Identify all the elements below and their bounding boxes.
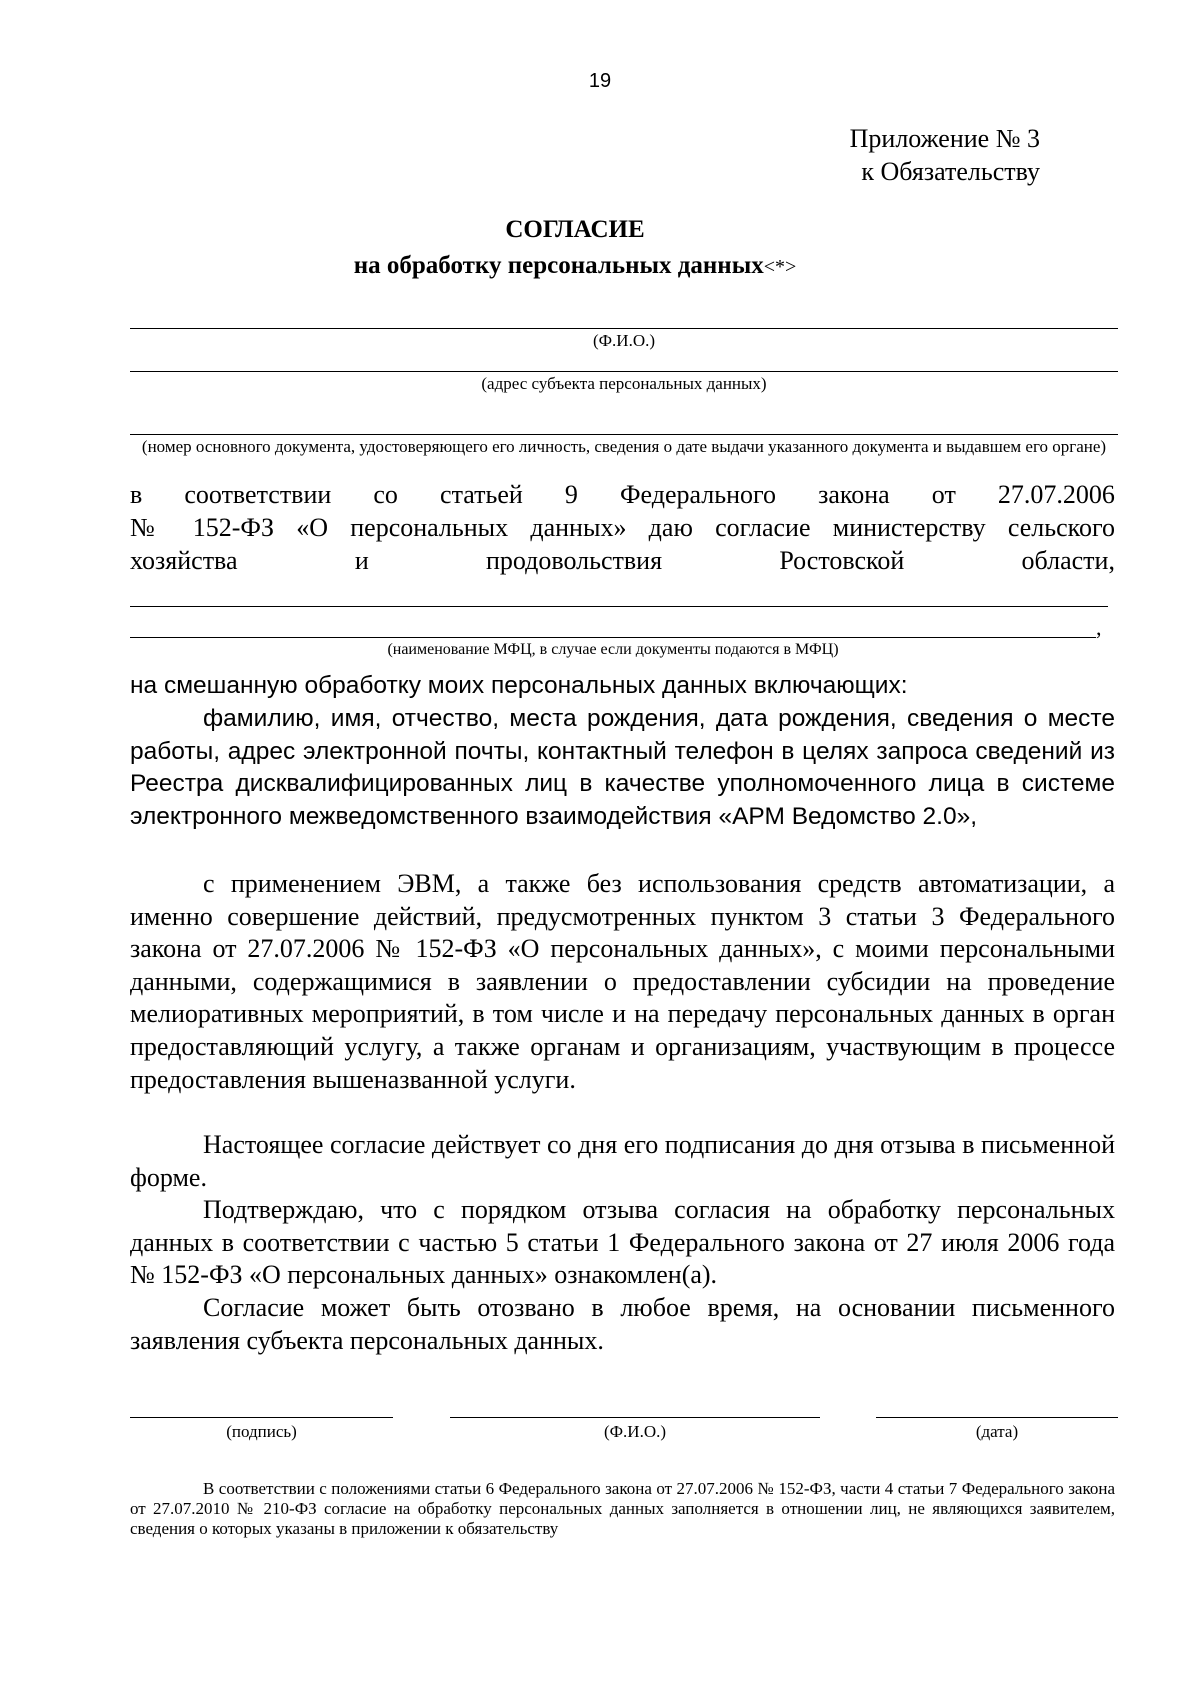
intro-line-1 [130, 478, 1115, 511]
word: Ростовской [779, 546, 905, 575]
footnote-text: В соответствии с положениями статьи 6 Федерального закона от 27.07.2006 № 152-ФЗ, части 4 статьи 7 Федерального закона от 27.07.2010 № 210-ФЗ согласие на обработку персональных данных заполняется в отношении лиц, не являющихся заявителем, сведения о которых указаны в приложении к обязательству [130, 1479, 1115, 1538]
fio-caption: (Ф.И.О.) [592, 331, 656, 350]
document-field-line [130, 434, 1118, 435]
document-title: СОГЛАСИЕ [505, 216, 645, 243]
signature-fio-line [450, 1417, 820, 1418]
word: области, [1021, 546, 1115, 575]
signature-caption: (подпись) [226, 1422, 297, 1441]
date-caption: (дата) [975, 1422, 1019, 1441]
page-number: 19 [588, 70, 612, 92]
appendix-header [700, 122, 1040, 188]
address-field-line [130, 371, 1118, 372]
word: 27.07.2006 [997, 480, 1115, 509]
footnote-reference: <*> [763, 256, 797, 278]
address-caption: (адрес субъекта персональных данных) [481, 374, 767, 393]
paragraph-4: Настоящее согласие действует со дня его подписания до дня отзыва в письменной форме. [130, 1130, 1115, 1192]
word: Федерального [619, 480, 777, 509]
word: от [931, 480, 956, 509]
word: закона [818, 480, 890, 509]
mfc-field-line [130, 637, 1096, 638]
intro-line-3 [130, 544, 1115, 577]
subtitle-text: на обработку персональных данных [353, 252, 764, 279]
blank-field-line [130, 606, 1108, 607]
signature-fio-caption: (Ф.И.О.) [603, 1422, 667, 1441]
paragraph-3: с применением ЭВМ, а также без использования средств автоматизации, а именно совершение действий, предусмотренных пунктом 3 статьи 3 Федерального закона от 27.07.2006 № 152-ФЗ «О персональных данных», с моими персональными данными, содержащимися в заявлении о предоставлении субсидии на проведение мелиоративных мероприятий, в том числе и на передачу персональных данных в орган предоставляющий услугу, а также органам и организациям, участвующим в процессе предоставления вышеназванной услуги. [130, 869, 1115, 1094]
mfc-comma: , [1096, 615, 1102, 640]
word: продовольствия [486, 546, 663, 575]
signature-line [130, 1417, 393, 1418]
paragraph-5: Подтверждаю, что с порядком отзыва согласия на обработку персональных данных в соответствии с частью 5 статьи 1 Федерального закона от 27 июля 2006 года № 152-ФЗ «О персональных данных» ознакомлен(а). [130, 1195, 1115, 1290]
paragraph-2: фамилию, имя, отчество, места рождения, дата рождения, сведения о месте работы, адрес электронной почты, контактный телефон в целях запроса сведений из Реестра дисквалифицированных лиц в качестве уполномоченного лица в системе электронного межведомственного взаимодействия «АРМ Ведомство 2.0», [130, 705, 1115, 830]
word: статьей [440, 480, 523, 509]
word: 9 [564, 480, 578, 509]
date-line [876, 1417, 1118, 1418]
word: хозяйства [130, 546, 238, 575]
word: и [354, 546, 369, 575]
document-caption: (номер основного документа, удостоверяющего его личность, сведения о дате выдачи указанного документа и выдавшем его органе) [141, 437, 1107, 456]
intro-line-2: № 152-ФЗ «О персональных данных» даю согласие министерству сельского [130, 513, 1115, 542]
appendix-line-2: к Обязательству [861, 157, 1040, 186]
word: соответствии [184, 480, 332, 509]
mfc-caption: (наименование МФЦ, в случае если документы подаются в МФЦ) [387, 641, 839, 658]
document-subtitle [0, 252, 1150, 280]
appendix-line-1: Приложение № 3 [849, 124, 1040, 153]
paragraph-6: Согласие может быть отозвано в любое время, на основании письменного заявления субъекта персональных данных. [130, 1293, 1115, 1355]
paragraph-1: на смешанную обработку моих персональных данных включающих: [130, 672, 908, 699]
word: со [373, 480, 398, 509]
fio-field-line [130, 328, 1118, 329]
word: в [130, 480, 143, 509]
